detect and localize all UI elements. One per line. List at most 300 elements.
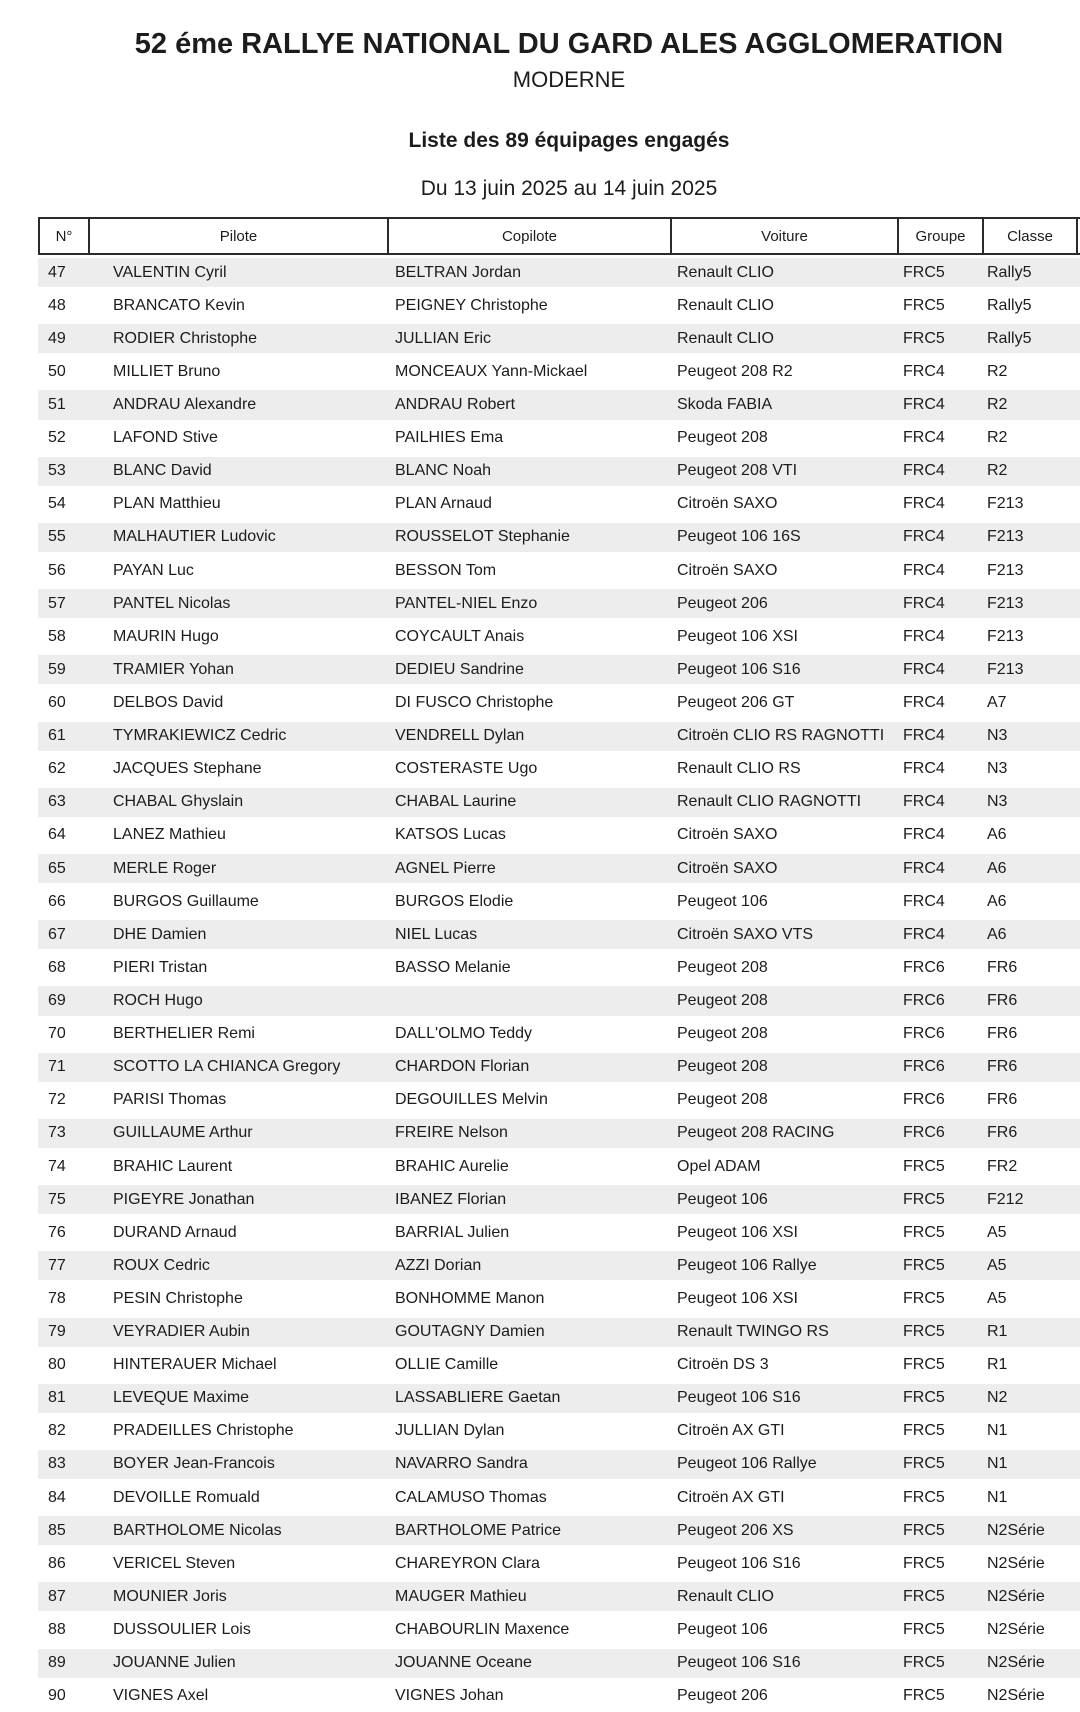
cell-groupe: FRC5: [903, 1455, 945, 1473]
cell-number: 89: [48, 1654, 66, 1672]
table-row: [38, 1679, 1080, 1712]
table-row: [38, 354, 1080, 387]
table-row: [38, 1215, 1080, 1248]
cell-pilote: DEVOILLE Romuald: [113, 1488, 260, 1506]
table-row: [38, 1447, 1080, 1480]
cell-pilote: VIGNES Axel: [113, 1687, 209, 1705]
cell-pilote: BERTHELIER Remi: [113, 1025, 255, 1043]
cell-classe: F213: [987, 495, 1024, 513]
cell-voiture: Peugeot 106 XSI: [677, 1223, 798, 1241]
cell-classe: FR6: [987, 1124, 1018, 1142]
cell-groupe: FRC6: [903, 958, 945, 976]
table-row: [38, 1182, 1080, 1215]
cell-pilote: MALHAUTIER Ludovic: [113, 528, 276, 546]
cell-copilote: PANTEL-NIEL Enzo: [395, 594, 538, 612]
cell-copilote: PAILHIES Ema: [395, 429, 504, 447]
cell-pilote: LEVEQUE Maxime: [113, 1389, 250, 1407]
cell-copilote: JULLIAN Eric: [395, 329, 492, 347]
cell-voiture: Renault CLIO: [677, 1587, 774, 1605]
table-row: [38, 752, 1080, 785]
cell-voiture: Citroën DS 3: [677, 1356, 769, 1374]
cell-copilote: VIGNES Johan: [395, 1687, 504, 1705]
cell-groupe: FRC5: [903, 1521, 945, 1539]
cell-classe: F213: [987, 594, 1024, 612]
cell-voiture: Peugeot 206: [677, 594, 768, 612]
cell-classe: F212: [987, 1190, 1024, 1208]
cell-pilote: DURAND Arnaud: [113, 1223, 237, 1241]
cell-number: 54: [48, 495, 66, 513]
table-row: [38, 619, 1080, 652]
cell-groupe: FRC5: [903, 1488, 945, 1506]
cell-voiture: Skoda FABIA: [677, 395, 773, 413]
cell-voiture: Renault CLIO: [677, 329, 774, 347]
table-row: [38, 1381, 1080, 1414]
cell-number: 71: [48, 1058, 66, 1076]
cell-copilote: VENDRELL Dylan: [395, 727, 525, 745]
cell-voiture: Peugeot 106 S16: [677, 1389, 801, 1407]
cell-copilote: NAVARRO Sandra: [395, 1455, 528, 1473]
cell-number: 55: [48, 528, 66, 546]
cell-voiture: Peugeot 208 VTI: [677, 462, 798, 480]
event-dates: Du 13 juin 2025 au 14 juin 2025: [420, 177, 718, 200]
cell-classe: Rally5: [987, 329, 1032, 347]
cell-classe: A7: [987, 693, 1007, 711]
cell-pilote: PESIN Christophe: [113, 1289, 243, 1307]
table-row: [38, 520, 1080, 553]
cell-number: 49: [48, 329, 66, 347]
cell-copilote: PEIGNEY Christophe: [395, 296, 548, 314]
column-header-copilote: Copilote: [389, 219, 672, 253]
cell-number: 60: [48, 693, 66, 711]
table-row: [38, 553, 1080, 586]
cell-copilote: DEGOUILLES Melvin: [395, 1091, 548, 1109]
cell-number: 50: [48, 362, 66, 380]
cell-voiture: Peugeot 208: [677, 1091, 768, 1109]
table-row: [38, 1083, 1080, 1116]
table-row: [38, 1116, 1080, 1149]
category-subtitle: MODERNE: [512, 67, 626, 92]
cell-number: 56: [48, 561, 66, 579]
table-body: [38, 255, 1080, 1712]
cell-classe: FR6: [987, 991, 1018, 1009]
cell-voiture: Citroën CLIO RS RAGNOTTI: [677, 727, 885, 745]
cell-classe: R2: [987, 429, 1008, 447]
cell-pilote: TYMRAKIEWICZ Cedric: [113, 727, 287, 745]
cell-voiture: Peugeot 206 GT: [677, 693, 795, 711]
cell-copilote: AGNEL Pierre: [395, 859, 496, 877]
entry-table: [38, 217, 1080, 1712]
cell-pilote: MOUNIER Joris: [113, 1587, 227, 1605]
cell-copilote: CHARDON Florian: [395, 1058, 530, 1076]
cell-groupe: FRC4: [903, 429, 945, 447]
table-row: [38, 1281, 1080, 1314]
cell-number: 75: [48, 1190, 66, 1208]
cell-pilote: SCOTTO LA CHIANCA Gregory: [113, 1058, 341, 1076]
cell-number: 51: [48, 395, 66, 413]
table-row: [38, 950, 1080, 983]
column-header-groupe: Groupe: [899, 219, 984, 253]
cell-groupe: FRC6: [903, 1025, 945, 1043]
cell-classe: R2: [987, 362, 1008, 380]
cell-copilote: BELTRAN Jordan: [395, 263, 521, 281]
cell-copilote: BRAHIC Aurelie: [395, 1157, 509, 1175]
cell-groupe: FRC5: [903, 1621, 945, 1639]
cell-classe: A5: [987, 1223, 1007, 1241]
table-row: [38, 785, 1080, 818]
cell-pilote: HINTERAUER Michael: [113, 1356, 277, 1374]
cell-groupe: FRC4: [903, 395, 945, 413]
cell-voiture: Citroën SAXO: [677, 826, 778, 844]
cell-groupe: FRC5: [903, 1654, 945, 1672]
cell-number: 65: [48, 859, 66, 877]
table-row: [38, 884, 1080, 917]
cell-voiture: Peugeot 206 XS: [677, 1521, 794, 1539]
cell-classe: N2Série: [987, 1687, 1045, 1705]
cell-voiture: Renault CLIO RS: [677, 760, 801, 778]
cell-pilote: DELBOS David: [113, 693, 224, 711]
cell-number: 67: [48, 925, 66, 943]
column-header-number: N°: [40, 219, 90, 253]
cell-number: 82: [48, 1422, 66, 1440]
cell-classe: N2Série: [987, 1621, 1045, 1639]
cell-groupe: FRC5: [903, 1687, 945, 1705]
cell-groupe: FRC5: [903, 1422, 945, 1440]
cell-groupe: FRC4: [903, 859, 945, 877]
cell-pilote: PRADEILLES Christophe: [113, 1422, 294, 1440]
cell-groupe: FRC5: [903, 1323, 945, 1341]
cell-pilote: VEYRADIER Aubin: [113, 1323, 250, 1341]
cell-classe: N3: [987, 727, 1008, 745]
cell-pilote: BLANC David: [113, 462, 212, 480]
column-header-pilote: Pilote: [90, 219, 389, 253]
cell-voiture: Peugeot 208: [677, 429, 768, 447]
cell-number: 72: [48, 1091, 66, 1109]
table-row: [38, 1513, 1080, 1546]
cell-classe: F213: [987, 528, 1024, 546]
cell-classe: FR6: [987, 1025, 1018, 1043]
cell-voiture: Peugeot 208 RACING: [677, 1124, 835, 1142]
cell-pilote: DHE Damien: [113, 925, 207, 943]
cell-copilote: BURGOS Elodie: [395, 892, 514, 910]
cell-voiture: Citroën SAXO VTS: [677, 925, 814, 943]
cell-number: 68: [48, 958, 66, 976]
table-row: [38, 1248, 1080, 1281]
cell-groupe: FRC5: [903, 1289, 945, 1307]
cell-groupe: FRC4: [903, 594, 945, 612]
cell-copilote: PLAN Arnaud: [395, 495, 492, 513]
table-row: [38, 255, 1080, 288]
cell-copilote: BARRIAL Julien: [395, 1223, 510, 1241]
cell-copilote: MONCEAUX Yann-Mickael: [395, 362, 588, 380]
table-row: [38, 321, 1080, 354]
cell-classe: N2Série: [987, 1554, 1045, 1572]
cell-classe: F213: [987, 627, 1024, 645]
cell-classe: N3: [987, 760, 1008, 778]
cell-voiture: Citroën SAXO: [677, 495, 778, 513]
cell-number: 61: [48, 727, 66, 745]
table-row: [38, 1017, 1080, 1050]
cell-number: 59: [48, 660, 66, 678]
cell-groupe: FRC5: [903, 1554, 945, 1572]
cell-groupe: FRC4: [903, 793, 945, 811]
cell-voiture: Peugeot 106: [677, 1621, 768, 1639]
cell-pilote: BURGOS Guillaume: [113, 892, 259, 910]
cell-pilote: LANEZ Mathieu: [113, 826, 226, 844]
table-row: [38, 288, 1080, 321]
cell-voiture: Peugeot 206: [677, 1687, 768, 1705]
table-row: [38, 719, 1080, 752]
cell-groupe: FRC5: [903, 1389, 945, 1407]
table-row: [38, 1579, 1080, 1612]
cell-voiture: Peugeot 208 R2: [677, 362, 793, 380]
cell-pilote: VERICEL Steven: [113, 1554, 236, 1572]
cell-copilote: NIEL Lucas: [395, 925, 478, 943]
cell-voiture: Peugeot 208: [677, 958, 768, 976]
cell-pilote: ROUX Cedric: [113, 1256, 210, 1274]
table-row: [38, 1646, 1080, 1679]
cell-groupe: FRC4: [903, 528, 945, 546]
cell-number: 85: [48, 1521, 66, 1539]
column-header-voiture: Voiture: [672, 219, 899, 253]
cell-pilote: MAURIN Hugo: [113, 627, 219, 645]
cell-number: 63: [48, 793, 66, 811]
cell-number: 57: [48, 594, 66, 612]
cell-groupe: FRC6: [903, 1058, 945, 1076]
cell-number: 48: [48, 296, 66, 314]
cell-copilote: BESSON Tom: [395, 561, 497, 579]
cell-copilote: DEDIEU Sandrine: [395, 660, 524, 678]
cell-voiture: Peugeot 106 S16: [677, 660, 801, 678]
cell-number: 47: [48, 263, 66, 281]
cell-copilote: BLANC Noah: [395, 462, 492, 480]
table-row: [38, 917, 1080, 950]
cell-pilote: CHABAL Ghyslain: [113, 793, 244, 811]
cell-voiture: Peugeot 106: [677, 1190, 768, 1208]
table-row: [38, 454, 1080, 487]
cell-classe: N1: [987, 1422, 1008, 1440]
cell-voiture: Peugeot 208: [677, 1025, 768, 1043]
cell-classe: FR6: [987, 958, 1018, 976]
cell-number: 53: [48, 462, 66, 480]
cell-classe: Rally5: [987, 263, 1032, 281]
cell-classe: A5: [987, 1256, 1007, 1274]
table-row: [38, 387, 1080, 420]
cell-number: 79: [48, 1323, 66, 1341]
cell-pilote: BRAHIC Laurent: [113, 1157, 233, 1175]
cell-number: 78: [48, 1289, 66, 1307]
table-row: [38, 851, 1080, 884]
table-row: [38, 1480, 1080, 1513]
cell-groupe: FRC6: [903, 1124, 945, 1142]
cell-voiture: Peugeot 208: [677, 1058, 768, 1076]
cell-groupe: FRC4: [903, 693, 945, 711]
cell-pilote: PANTEL Nicolas: [113, 594, 231, 612]
table-row: [38, 487, 1080, 520]
cell-copilote: FREIRE Nelson: [395, 1124, 508, 1142]
cell-copilote: KATSOS Lucas: [395, 826, 506, 844]
cell-groupe: FRC5: [903, 1223, 945, 1241]
cell-number: 84: [48, 1488, 66, 1506]
cell-number: 86: [48, 1554, 66, 1572]
cell-number: 80: [48, 1356, 66, 1374]
cell-classe: A6: [987, 826, 1007, 844]
cell-number: 76: [48, 1223, 66, 1241]
cell-groupe: FRC5: [903, 1157, 945, 1175]
cell-groupe: FRC4: [903, 362, 945, 380]
cell-pilote: JOUANNE Julien: [113, 1654, 236, 1672]
cell-voiture: Citroën AX GTI: [677, 1422, 785, 1440]
cell-number: 87: [48, 1587, 66, 1605]
cell-number: 77: [48, 1256, 66, 1274]
cell-copilote: BARTHOLOME Patrice: [395, 1521, 561, 1539]
cell-classe: R1: [987, 1323, 1008, 1341]
cell-copilote: CHABOURLIN Maxence: [395, 1621, 570, 1639]
cell-classe: A5: [987, 1289, 1007, 1307]
cell-groupe: FRC5: [903, 1190, 945, 1208]
cell-classe: N2Série: [987, 1654, 1045, 1672]
cell-pilote: GUILLAUME Arthur: [113, 1124, 253, 1142]
cell-copilote: MAUGER Mathieu: [395, 1587, 527, 1605]
table-row: [38, 983, 1080, 1016]
cell-copilote: BASSO Melanie: [395, 958, 511, 976]
cell-pilote: BARTHOLOME Nicolas: [113, 1521, 282, 1539]
table-row: [38, 1050, 1080, 1083]
cell-number: 83: [48, 1455, 66, 1473]
cell-voiture: Citroën SAXO: [677, 561, 778, 579]
cell-classe: A6: [987, 925, 1007, 943]
cell-classe: R1: [987, 1356, 1008, 1374]
cell-voiture: Renault TWINGO RS: [677, 1323, 829, 1341]
cell-voiture: Opel ADAM: [677, 1157, 761, 1175]
cell-pilote: ANDRAU Alexandre: [113, 395, 257, 413]
cell-groupe: FRC6: [903, 991, 945, 1009]
page-title: 52 éme RALLYE NATIONAL DU GARD ALES AGGLOMERATION: [134, 28, 1004, 60]
table-row: [38, 1315, 1080, 1348]
table-row: [38, 1414, 1080, 1447]
table-row: [38, 1149, 1080, 1182]
cell-number: 66: [48, 892, 66, 910]
cell-groupe: FRC4: [903, 495, 945, 513]
cell-groupe: FRC6: [903, 1091, 945, 1109]
table-row: [38, 685, 1080, 718]
cell-pilote: LAFOND Stive: [113, 429, 218, 447]
cell-pilote: JACQUES Stephane: [113, 760, 262, 778]
cell-copilote: JULLIAN Dylan: [395, 1422, 505, 1440]
cell-groupe: FRC5: [903, 1587, 945, 1605]
cell-classe: N2Série: [987, 1587, 1045, 1605]
cell-groupe: FRC5: [903, 1356, 945, 1374]
cell-copilote: BONHOMME Manon: [395, 1289, 545, 1307]
cell-number: 62: [48, 760, 66, 778]
cell-copilote: CHAREYRON Clara: [395, 1554, 540, 1572]
cell-pilote: PLAN Matthieu: [113, 495, 221, 513]
cell-classe: Rally5: [987, 296, 1032, 314]
cell-pilote: PIGEYRE Jonathan: [113, 1190, 255, 1208]
cell-voiture: Peugeot 106 S16: [677, 1554, 801, 1572]
cell-copilote: DI FUSCO Christophe: [395, 693, 554, 711]
cell-voiture: Peugeot 106 Rallye: [677, 1256, 817, 1274]
cell-pilote: BRANCATO Kevin: [113, 296, 245, 314]
cell-voiture: Peugeot 106 Rallye: [677, 1455, 817, 1473]
cell-number: 81: [48, 1389, 66, 1407]
cell-classe: FR2: [987, 1157, 1018, 1175]
cell-groupe: FRC4: [903, 925, 945, 943]
cell-classe: R2: [987, 462, 1008, 480]
cell-copilote: OLLIE Camille: [395, 1356, 499, 1374]
cell-voiture: Peugeot 106 S16: [677, 1654, 801, 1672]
cell-number: 73: [48, 1124, 66, 1142]
cell-copilote: IBANEZ Florian: [395, 1190, 507, 1208]
cell-number: 69: [48, 991, 66, 1009]
cell-classe: A6: [987, 859, 1007, 877]
cell-groupe: FRC4: [903, 892, 945, 910]
cell-pilote: BOYER Jean-Francois: [113, 1455, 275, 1473]
cell-classe: R2: [987, 395, 1008, 413]
cell-number: 88: [48, 1621, 66, 1639]
cell-voiture: Peugeot 106 16S: [677, 528, 801, 546]
cell-voiture: Citroën AX GTI: [677, 1488, 785, 1506]
cell-copilote: AZZI Dorian: [395, 1256, 482, 1274]
cell-classe: N2: [987, 1389, 1008, 1407]
cell-pilote: PAYAN Luc: [113, 561, 194, 579]
cell-groupe: FRC5: [903, 329, 945, 347]
cell-classe: A6: [987, 892, 1007, 910]
cell-voiture: Renault CLIO: [677, 263, 774, 281]
cell-voiture: Renault CLIO RAGNOTTI: [677, 793, 862, 811]
cell-copilote: CALAMUSO Thomas: [395, 1488, 547, 1506]
cell-pilote: VALENTIN Cyril: [113, 263, 227, 281]
cell-number: 52: [48, 429, 66, 447]
cell-classe: F213: [987, 660, 1024, 678]
cell-classe: F213: [987, 561, 1024, 579]
cell-pilote: RODIER Christophe: [113, 329, 258, 347]
cell-classe: N2Série: [987, 1521, 1045, 1539]
cell-copilote: JOUANNE Oceane: [395, 1654, 532, 1672]
cell-voiture: Renault CLIO: [677, 296, 774, 314]
cell-pilote: TRAMIER Yohan: [113, 660, 234, 678]
cell-copilote: GOUTAGNY Damien: [395, 1323, 545, 1341]
column-header-classe: Classe: [984, 219, 1078, 253]
cell-copilote: [387, 986, 670, 1015]
cell-classe: FR6: [987, 1058, 1018, 1076]
cell-groupe: FRC4: [903, 760, 945, 778]
cell-copilote: LASSABLIERE Gaetan: [395, 1389, 561, 1407]
cell-classe: N1: [987, 1488, 1008, 1506]
table-row: [38, 1546, 1080, 1579]
cell-number: 58: [48, 627, 66, 645]
cell-copilote: CHABAL Laurine: [395, 793, 517, 811]
cell-classe: N3: [987, 793, 1008, 811]
cell-groupe: FRC5: [903, 1256, 945, 1274]
cell-number: 90: [48, 1687, 66, 1705]
cell-groupe: FRC5: [903, 263, 945, 281]
table-header-row: [38, 217, 1080, 255]
cell-groupe: FRC5: [903, 296, 945, 314]
cell-groupe: FRC4: [903, 727, 945, 745]
cell-copilote: ANDRAU Robert: [395, 395, 516, 413]
cell-number: 74: [48, 1157, 66, 1175]
cell-groupe: FRC4: [903, 660, 945, 678]
cell-groupe: FRC4: [903, 627, 945, 645]
cell-groupe: FRC4: [903, 826, 945, 844]
cell-number: 70: [48, 1025, 66, 1043]
cell-copilote: COYCAULT Anais: [395, 627, 525, 645]
cell-copilote: COSTERASTE Ugo: [395, 760, 538, 778]
table-row: [38, 818, 1080, 851]
table-row: [38, 652, 1080, 685]
cell-groupe: FRC4: [903, 462, 945, 480]
cell-pilote: PARISI Thomas: [113, 1091, 227, 1109]
